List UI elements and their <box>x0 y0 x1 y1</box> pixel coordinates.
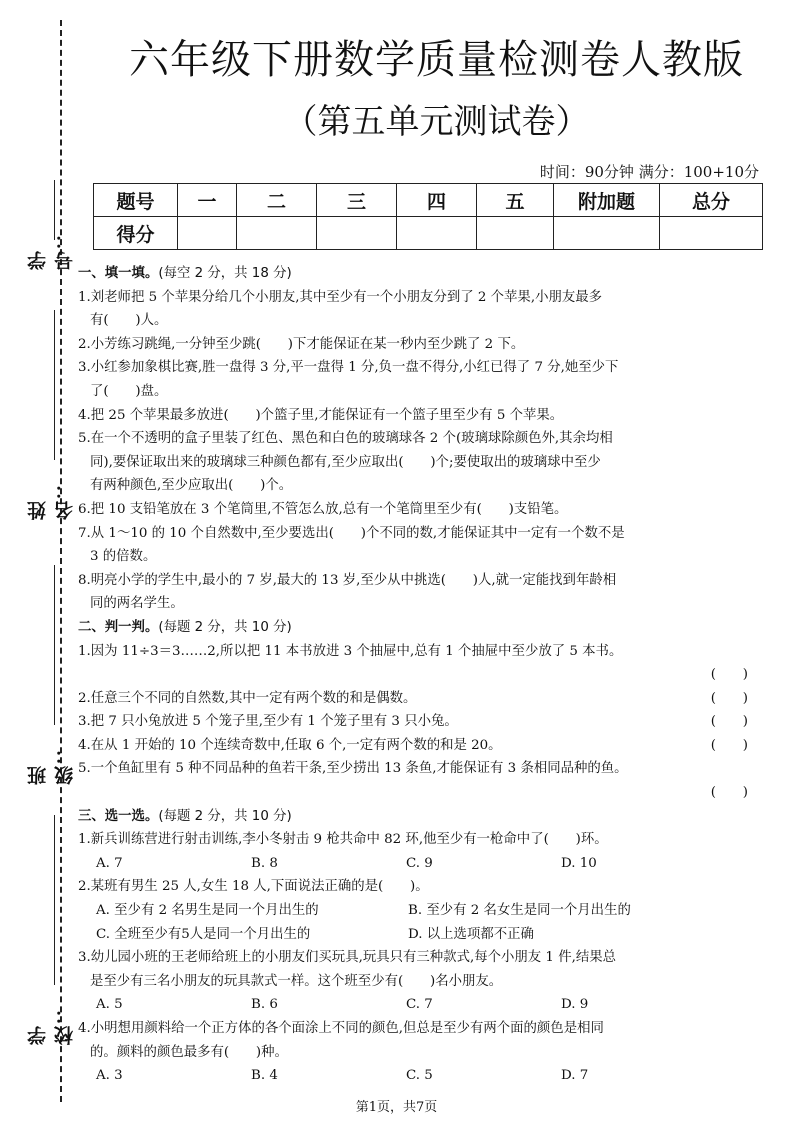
score-table-score-row <box>94 217 763 250</box>
question-line: 5.在一个不透明的盒子里装了红色、黑色和白色的玻璃球各 2 个(玻璃球除颜色外,其余均相 <box>78 431 613 447</box>
question-line: 7.从 1～10 的 10 个自然数中,至少要选出( )个不同的数,才能保证其中一定有一个数不是 <box>78 525 625 541</box>
score-header-cell: 五 <box>477 184 554 217</box>
options-row <box>78 923 758 947</box>
question-line: 的。颜料的颜色最多有( )种。 <box>90 1044 288 1060</box>
score-header-cell: 四 <box>397 184 477 217</box>
question-line: 了( )盘。 <box>90 383 168 399</box>
option[interactable]: A. 3 <box>96 1068 123 1084</box>
options-row <box>78 1064 758 1088</box>
score-entry-cell[interactable] <box>178 217 237 250</box>
student-number-field[interactable] <box>18 180 76 270</box>
option[interactable]: C. 全班至少有5人是同一个月出生的 <box>96 926 311 942</box>
option[interactable]: A. 5 <box>96 997 123 1013</box>
answer-parentheses[interactable]: ( ) <box>710 690 748 706</box>
options-row <box>78 852 758 876</box>
score-table <box>93 183 763 250</box>
score-header-cell: 题号 <box>94 184 178 217</box>
section-note: (每题 2 分，共 10 分) <box>158 619 292 635</box>
section-title: 二、判一判。 <box>78 619 159 635</box>
student-number-line <box>54 180 55 240</box>
student-name-line <box>54 310 55 460</box>
section-title: 一、填一填。 <box>78 266 159 281</box>
question-line: 1.新兵训练营进行射击训练,李小冬射击 9 枪共命中 82 环,他至少有一枪命中了( )环。 <box>78 832 608 848</box>
score-header-cell: 附加题 <box>554 184 660 217</box>
question-line: 6.把 10 支铅笔放在 3 个笔筒里,不管怎么放,总有一个笔筒里至少有( )支铅笔。 <box>78 501 568 517</box>
question-line: 1.刘老师把 5 个苹果分给几个小朋友,其中至少有一个小朋友分到了 2 个苹果,小朋友最多 <box>78 289 603 305</box>
score-header-cell: 一 <box>178 184 237 217</box>
binding-dashed-line <box>60 20 62 1102</box>
score-header-cell: 三 <box>317 184 397 217</box>
question-line: 有( )人。 <box>90 313 168 329</box>
option[interactable]: D. 以上选项都不正确 <box>408 926 534 942</box>
option[interactable]: C. 5 <box>406 1068 433 1084</box>
question-line: 2.小芳练习跳绳,一分钟至少跳( )下才能保证在某一秒内至少跳了 2 下。 <box>78 336 525 352</box>
class-line <box>54 565 55 725</box>
student-number-label: 学号： <box>27 228 76 270</box>
options-row <box>78 899 758 923</box>
question-line: 1.因为 11÷3＝3……2,所以把 11 本书放进 3 个抽屉中,总有 1 个抽屉中至少放了 5 本书。 <box>78 643 623 659</box>
answer-parentheses[interactable]: ( ) <box>710 667 748 683</box>
class-label: 班级： <box>27 743 76 785</box>
question-line: 同),要保证取出来的玻璃球三种颜色都有,至少应取出( )个;要使取出的玻璃球中至少 <box>90 454 601 470</box>
option[interactable]: A. 至少有 2 名男生是同一个月出生的 <box>96 903 319 919</box>
page-number-footer: 第1页，共7页 <box>355 1100 438 1115</box>
question-line: 3.小红参加象棋比赛,胜一盘得 3 分,平一盘得 1 分,负一盘不得分,小红已得了 7 分,她至少下 <box>78 360 619 376</box>
judge-item <box>78 734 758 758</box>
option[interactable]: B. 至少有 2 名女生是同一个月出生的 <box>408 903 631 919</box>
question-line: 4.小明想用颜料给一个正方体的各个面涂上不同的颜色,但总是至少有两个面的颜色是相同 <box>78 1021 604 1036</box>
judge-item <box>78 710 758 734</box>
option[interactable]: B. 8 <box>251 855 278 871</box>
score-entry-cell[interactable] <box>317 217 397 250</box>
score-entry-cell[interactable] <box>477 217 554 250</box>
option[interactable]: B. 6 <box>251 997 278 1013</box>
option[interactable]: B. 4 <box>251 1068 278 1084</box>
judge-item <box>78 687 758 711</box>
question-line: 2.某班有男生 25 人,女生 18 人,下面说法正确的是( )。 <box>78 879 429 895</box>
page-title: 六年级下册数学质量检测卷人教版 <box>129 37 744 83</box>
answer-parentheses[interactable]: ( ) <box>710 714 748 730</box>
question-content <box>78 262 758 1088</box>
school-label: 学校： <box>27 1003 76 1045</box>
score-entry-cell[interactable] <box>554 217 660 250</box>
question-line: 3 的倍数。 <box>90 549 157 565</box>
score-entry-cell[interactable] <box>660 217 763 250</box>
student-name-field[interactable] <box>18 310 76 520</box>
option[interactable]: A. 7 <box>96 855 123 871</box>
option[interactable]: C. 7 <box>406 997 433 1013</box>
exam-time-score-info: 时间：90分钟 满分：100+10分 <box>539 163 759 181</box>
page-subtitle: （第五单元测试卷） <box>283 102 590 142</box>
question-line: 8.明亮小学的学生中,最小的 7 岁,最大的 13 岁,至少从中挑选( )人,就一定能找到年龄相 <box>78 572 617 588</box>
student-name-label: 姓名： <box>27 478 76 520</box>
question-text: 4.在从 1 开始的 10 个连续奇数中,任取 6 个,一定有两个数的和是 20。 <box>78 737 502 753</box>
score-header-cell: 总分 <box>660 184 763 217</box>
school-line <box>54 815 55 985</box>
option[interactable]: D. 10 <box>561 855 597 871</box>
school-field[interactable] <box>18 815 76 1045</box>
section-heading-fill <box>78 262 758 286</box>
answer-parentheses[interactable]: ( ) <box>710 737 748 753</box>
score-table-header-row <box>94 184 763 217</box>
section-heading-choice <box>78 805 758 829</box>
options-row <box>78 993 758 1017</box>
option[interactable]: D. 9 <box>561 997 589 1013</box>
section-title: 三、选一选。 <box>78 808 159 824</box>
section-heading-judge <box>78 616 758 640</box>
score-label-cell: 得分 <box>94 217 178 250</box>
option[interactable]: D. 7 <box>561 1068 589 1084</box>
question-text: 2.任意三个不同的自然数,其中一定有两个数的和是偶数。 <box>78 690 417 706</box>
question-text: 3.把 7 只小兔放进 5 个笼子里,至少有 1 个笼子里有 3 只小兔。 <box>78 714 458 730</box>
question-line: 同的两名学生。 <box>90 596 184 612</box>
question-line: 5.一个鱼缸里有 5 种不同品种的鱼若干条,至少捞出 13 条鱼,才能保证有 3 条相同品种的鱼。 <box>78 761 628 777</box>
option[interactable]: C. 9 <box>406 855 433 871</box>
question-line: 3.幼儿园小班的王老师给班上的小朋友们买玩具,玩具只有三种款式,每个小朋友 1 件,结果总 <box>78 950 617 966</box>
section-note: (每题 2 分，共 10 分) <box>158 808 292 824</box>
score-entry-cell[interactable] <box>397 217 477 250</box>
score-entry-cell[interactable] <box>237 217 317 250</box>
answer-parentheses[interactable]: ( ) <box>710 785 748 801</box>
question-line: 是至少有三名小朋友的玩具款式一样。这个班至少有( )名小朋友。 <box>90 973 503 989</box>
question-line: 4.把 25 个苹果最多放进( )个篮子里,才能保证有一个篮子里至少有 5 个苹果。 <box>78 407 564 423</box>
score-header-cell: 二 <box>237 184 317 217</box>
section-note: (每空 2 分，共 18 分) <box>158 266 292 281</box>
question-line: 有两种颜色,至少应取出( )个。 <box>90 478 293 494</box>
class-field[interactable] <box>18 565 76 785</box>
